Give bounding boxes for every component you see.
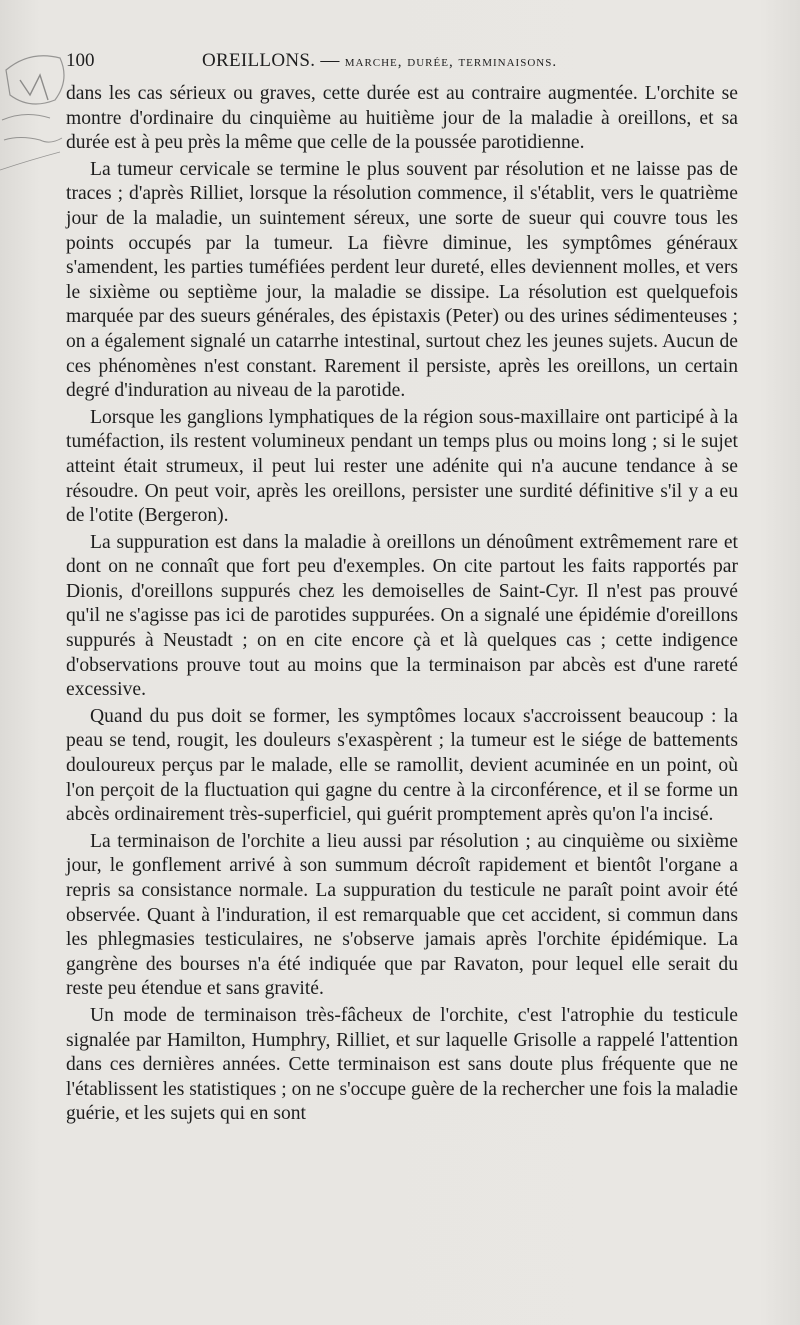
paragraph: La suppuration est dans la maladie à oreillons un dénoûment extrêmement rare et dont on ne connaît que fort peu d'exemples. On cite partout les faits rapportés par Dionis, d'oreillons suppurés chez les demoiselles de Saint-Cyr. Il n'est pas prouvé qu'il ne s'agisse pas ici de parotides suppurées. On a signalé une épidémie d'oreillons suppurés à Neustadt ; on en cite encore çà et là quelques cas ; cette indigence d'observations prouve tout au moins que la terminaison par abcès est d'une rareté excessive.: [66, 531, 738, 701]
body-text: [66, 82, 738, 1127]
paragraph: dans les cas sérieux ou graves, cette durée est au contraire augmentée. L'orchite se montre d'ordinaire du cinquième au huitième jour de la maladie à oreillons, et sa durée est à peu près la même que celle de la poussée parotidienne.: [66, 83, 738, 154]
running-title-main: OREILLONS.: [202, 50, 316, 71]
paragraph: Un mode de terminaison très-fâcheux de l'orchite, c'est l'atrophie du testicule signalée par Hamilton, Humphry, Rilliet, et sur laquelle Grisolle a rappelé l'attention dans ces dernières années. Cette terminaison est sans doute plus fréquente que ne l'établissent les statistiques ; on ne s'occupe guère de la rechercher une fois la maladie guérie, et les sujets qui en sont: [66, 1004, 738, 1125]
running-title: [202, 50, 557, 72]
page-number: 100: [66, 50, 95, 71]
running-title-section: marche, durée, terminaisons.: [344, 54, 558, 70]
paragraph: Lorsque les ganglions lymphatiques de la région sous-maxillaire ont participé à la tuméfaction, ils restent volumineux pendant un temps plus ou moins long ; si le sujet atteint était strumeux, il peut lui rester une adénite qui n'a aucune tendance à se résoudre. On peut voir, après les oreillons, persister une surdité définitive s'il y a eu de l'otite (Bergeron).: [66, 406, 738, 527]
running-title-dash: —: [315, 50, 345, 71]
paragraph: Quand du pus doit se former, les symptômes locaux s'accroissent beaucoup : la peau se tend, rougit, les douleurs s'exaspèrent ; la tumeur est le siége de battements douloureux perçus par le malade, elle se ramollit, devient acuminée en un point, où l'on perçoit de la fluctuation qui gagne du centre à la circonférence, et il se forme un abcès ordinairement très-superficiel, qui guérit promptement après qu'on l'a incisé.: [66, 705, 738, 826]
running-header: [66, 50, 760, 74]
paragraph: La tumeur cervicale se termine le plus souvent par résolution et ne laisse pas de traces ; d'après Rilliet, lorsque la résolution commence, il s'établit, vers le quatrième jour de la maladie, un suintement séreux, une sorte de sueur qui couvre tous les points occupés par la tumeur. La fièvre diminue, les symptômes généraux s'amendent, les parties tuméfiées perdent leur dureté, elles deviennent molles, et vers le sixième ou septième jour, la maladie se dissipe. La résolution est quelquefois marquée par des sueurs générales, des épistaxis (Peter) ou des urines sédimenteuses ; on a également signalé un catarrhe intestinal, surtout chez les jeunes sujets. Aucun de ces phénomènes n'est constant. Rarement il persiste, après les oreillons, un certain degré d'induration au niveau de la parotide.: [66, 158, 738, 402]
paragraph: La terminaison de l'orchite a lieu aussi par résolution ; au cinquième ou sixième jour, le gonflement arrivé à son summum décroît rapidement et bientôt l'organe a repris sa consistance normale. La suppuration du testicule ne paraît point avoir été observée. Quant à l'induration, il est remarquable que cet accident, si commun dans les phlegmasies testiculaires, ne s'observe jamais après l'orchite épidémique. La gangrène des bourses n'a été indiquée que par Ravaton, pour lequel elle serait du reste peu étendue et sans gravité.: [66, 830, 738, 1000]
